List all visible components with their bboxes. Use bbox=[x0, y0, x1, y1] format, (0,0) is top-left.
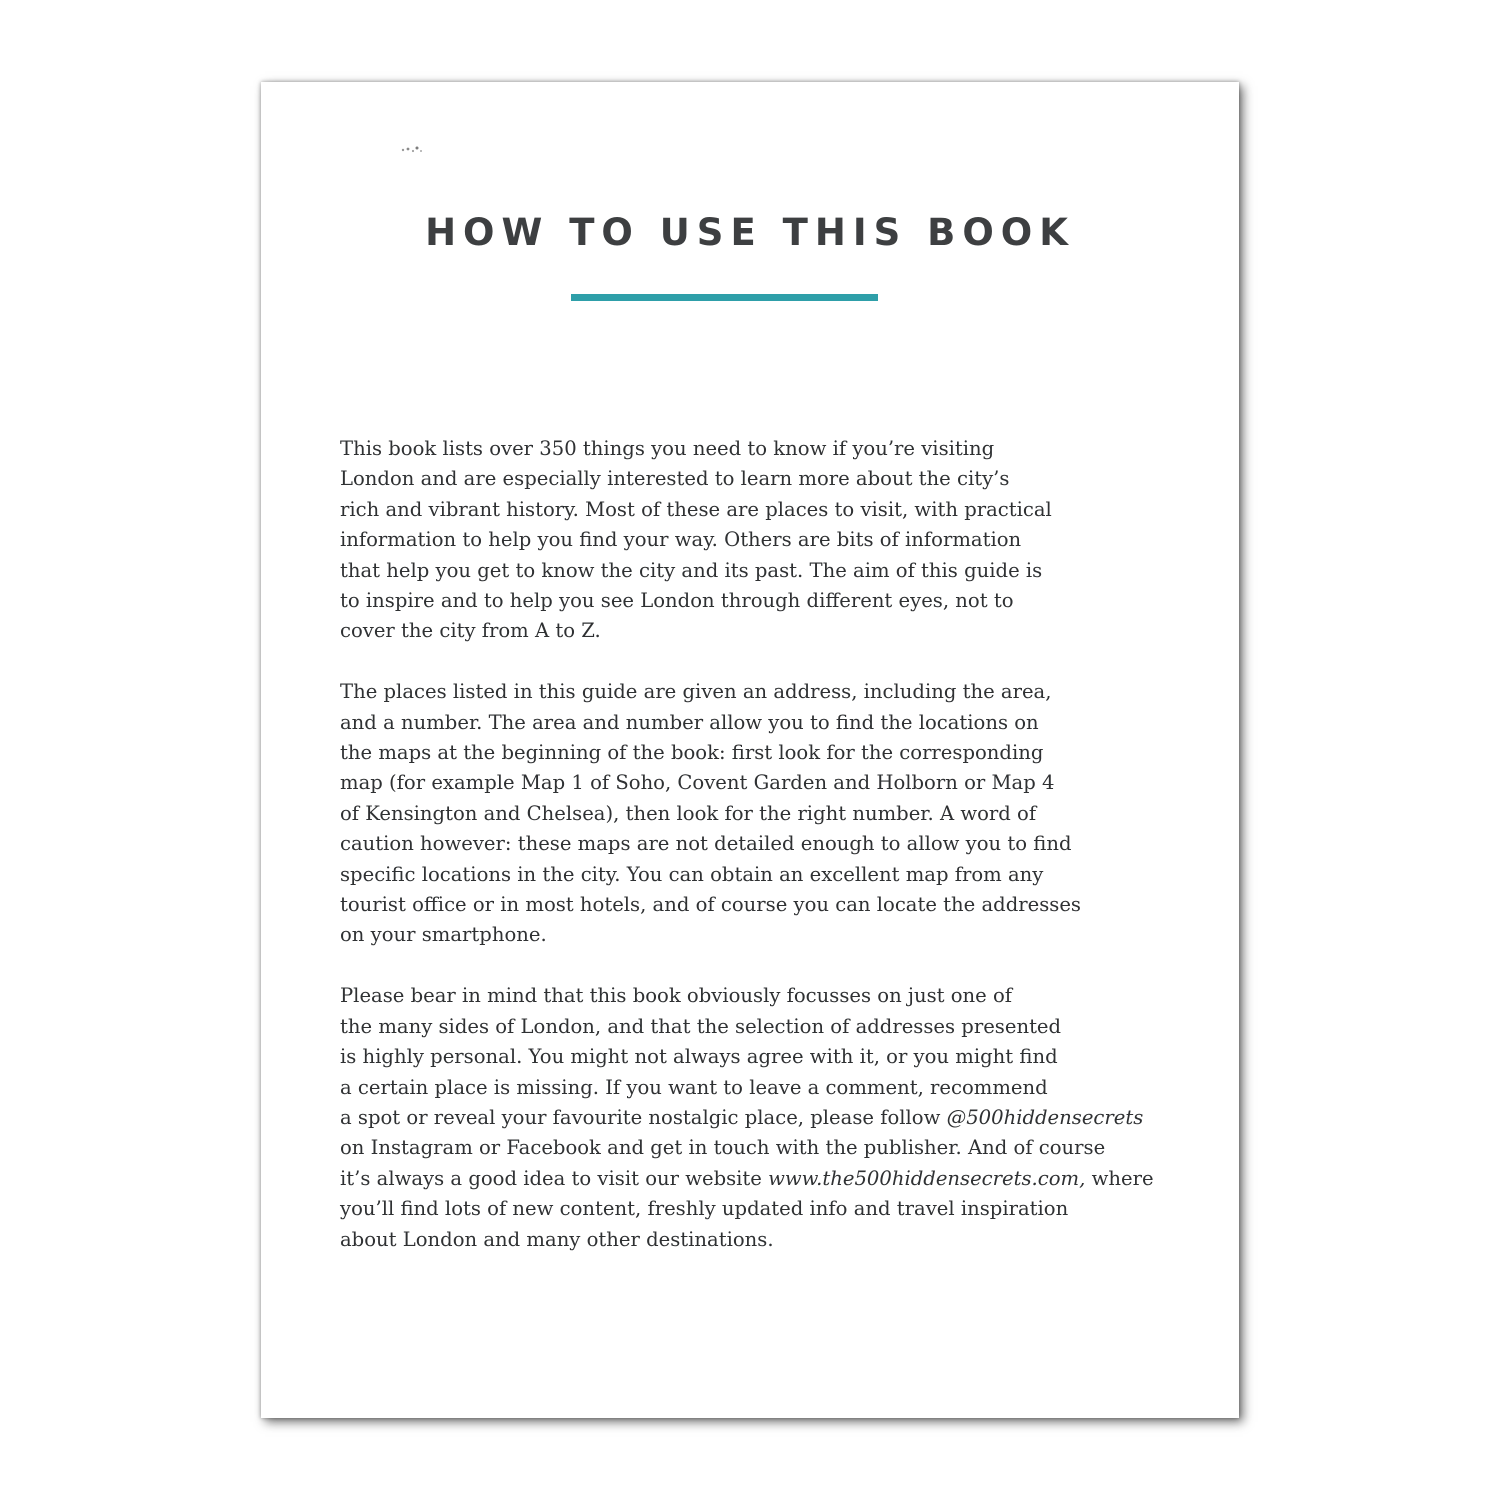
print-speck bbox=[399, 142, 425, 156]
text-line: rich and vibrant history. Most of these are places to visit, with practical bbox=[340, 497, 1052, 521]
body-text bbox=[340, 434, 1154, 1285]
text-line: to inspire and to help you see London through different eyes, not to bbox=[340, 589, 1014, 613]
text-line: and a number. The area and number allow you to find the locations on bbox=[340, 710, 1039, 734]
text-line: the many sides of London, and that the selection of addresses presented bbox=[340, 1014, 1062, 1038]
line-text: it’s always a good idea to visit our website bbox=[340, 1166, 769, 1190]
text-line: This book lists over 350 things you need to know if you’re visiting bbox=[340, 437, 995, 460]
text-line: cover the city from A to Z. bbox=[340, 619, 601, 643]
text-line: caution however: these maps are not detailed enough to allow you to find bbox=[340, 832, 1072, 856]
text-line: Please bear in mind that this book obviously focusses on just one of bbox=[340, 984, 1013, 1008]
instagram-handle[interactable]: @500hiddensecrets bbox=[946, 1105, 1144, 1129]
title-underline bbox=[571, 294, 878, 301]
book-page bbox=[261, 82, 1239, 1418]
text-line: tourist office or in most hotels, and of course you can locate the addresses bbox=[340, 893, 1081, 917]
text-line: information to help you find your way. Others are bits of information bbox=[340, 528, 1022, 552]
line-text: where bbox=[1085, 1166, 1154, 1190]
text-line bbox=[340, 1164, 1154, 1194]
text-line bbox=[340, 1103, 1144, 1133]
text-line: about London and many other destinations. bbox=[340, 1227, 774, 1251]
text-line: the maps at the beginning of the book: first look for the corresponding bbox=[340, 741, 1044, 765]
text-line: on your smartphone. bbox=[340, 923, 547, 947]
website-link[interactable]: www.the500hiddensecrets.com, bbox=[768, 1166, 1086, 1190]
text-line: that help you get to know the city and its past. The aim of this guide is bbox=[340, 558, 1043, 582]
text-line: a certain place is missing. If you want to leave a comment, recommend bbox=[340, 1075, 1048, 1099]
paragraph-1 bbox=[340, 434, 1110, 647]
text-line: The places listed in this guide are given an address, including the area, bbox=[340, 680, 1052, 704]
text-line: London and are especially interested to learn more about the city’s bbox=[340, 467, 1010, 491]
text-line: map (for example Map 1 of Soho, Covent Garden and Holborn or Map 4 bbox=[340, 771, 1055, 795]
text-line: on Instagram or Facebook and get in touch with the publisher. And of course bbox=[340, 1136, 1106, 1160]
text-line: of Kensington and Chelsea), then look for the right number. A word of bbox=[340, 801, 1037, 825]
page-title: HOW TO USE THIS BOOK bbox=[425, 211, 1075, 254]
paragraph-3 bbox=[340, 981, 1154, 1255]
text-line: specific locations in the city. You can obtain an excellent map from any bbox=[340, 862, 1044, 886]
paragraph-2 bbox=[340, 677, 1110, 951]
text-line: you’ll find lots of new content, freshly updated info and travel inspiration bbox=[340, 1197, 1069, 1221]
text-line: is highly personal. You might not always agree with it, or you might find bbox=[340, 1045, 1058, 1069]
line-text: a spot or reveal your favourite nostalgic place, please follow bbox=[340, 1105, 947, 1129]
